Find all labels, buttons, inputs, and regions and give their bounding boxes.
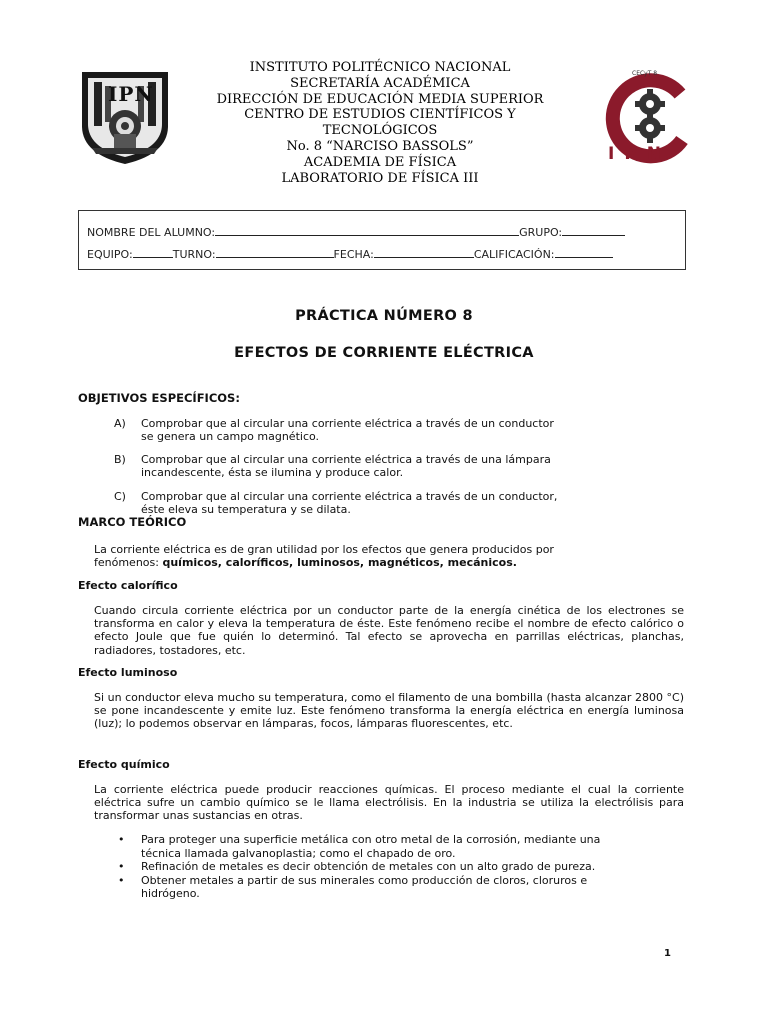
header-line: LABORATORIO DE FÍSICA III	[281, 170, 479, 186]
quimico-heading: Efecto químico	[78, 758, 170, 771]
calorifico-text: Cuando circula corriente eléctrica por un conductor parte de la energía cinética de los electrones se transforma en calor y eleva la temperatura de éste. Este fenómeno recibe el nombre de efecto calórico o efecto Joule que fue quién lo determinó. Tal efecto se aprovecha en parrillas eléctricas, planchas, radiadores, tostadores, etc.	[94, 604, 684, 657]
info-row-1	[87, 225, 677, 239]
quimico-text: La corriente eléctrica puede producir reacciones químicas. El proceso mediante el cual la corriente eléctrica sufre un cambio químico se le llama electrólisis. En la industria se utiliza la electrólisis para transformar unas sustancias en otras.	[94, 783, 684, 823]
institution-header	[160, 60, 600, 186]
equipo-label: EQUIPO:	[87, 248, 133, 261]
objective-text-line: se genera un campo magnético.	[141, 430, 320, 443]
header-line: No. 8 “NARCISO BASSOLS”	[286, 138, 474, 154]
fecha-field[interactable]	[374, 247, 474, 258]
bullet-text-line: hidrógeno.	[141, 887, 200, 900]
list-item	[118, 860, 678, 874]
fecha-label: FECHA:	[333, 248, 374, 261]
page-number: 1	[664, 948, 671, 959]
objective-item	[114, 490, 614, 516]
ipn-logo	[78, 68, 172, 166]
bullet-text-line: Refinación de metales es decir obtención de metales con un alto grado de pureza.	[141, 860, 596, 873]
practice-title: PRÁCTICA NÚMERO 8	[295, 308, 473, 324]
student-info-box	[78, 210, 686, 270]
objective-letter: B)	[114, 453, 126, 466]
luminoso-heading: Efecto luminoso	[78, 666, 178, 679]
bullet-icon: •	[118, 860, 125, 873]
marco-intro-line-2	[94, 556, 684, 569]
objective-text-line: Comprobar que al circular una corriente eléctrica a través de un conductor	[141, 417, 554, 430]
bullet-icon: •	[118, 873, 125, 887]
objective-item	[114, 417, 614, 443]
header-line: INSTITUTO POLITÉCNICO NACIONAL	[249, 60, 511, 75]
luminoso-text: Si un conductor eleva mucho su temperatura, como el filamento de una bombilla (hasta alcanzar 2800 °C) se pone incandescente y emite luz. Este fenómeno transforma la energía eléctrica en energía luminosa (luz); lo podemos observar en lámparas, focos, lámparas fluorescentes, etc.	[94, 691, 684, 731]
practice-subtitle: EFECTOS DE CORRIENTE ELÉCTRICA	[234, 345, 534, 361]
objective-text-line: Comprobar que al circular una corriente eléctrica a través de un conductor,	[141, 490, 558, 503]
ipn-logo-letters: IPN	[108, 82, 154, 106]
objective-letter: A)	[114, 417, 126, 430]
equipo-field[interactable]	[133, 247, 173, 258]
objective-text-line: incandescente, ésta se ilumina y produce calor.	[141, 466, 404, 479]
info-row-2	[87, 247, 677, 261]
nombre-field[interactable]	[215, 225, 519, 236]
objective-letter: C)	[114, 490, 126, 503]
objective-text-line: éste eleva su temperatura y se dilata.	[141, 503, 351, 516]
objective-text-line: Comprobar que al circular una corriente eléctrica a través de una lámpara	[141, 453, 551, 466]
grupo-label: GRUPO:	[519, 226, 563, 239]
bullet-text-line: técnica llamada galvanoplastia; como el chapado de oro.	[141, 846, 456, 860]
bullet-text-line: Obtener metales a partir de sus minerales como producción de cloros, cloruros e	[141, 873, 588, 887]
header-line: ACADEMIA DE FÍSICA	[303, 154, 457, 170]
cecyt-logo-ipn-letters: IPN	[608, 144, 672, 164]
header-line: DIRECCIÓN DE EDUCACIÓN MEDIA SUPERIOR	[216, 91, 544, 107]
marco-teorico-heading: MARCO TEÓRICO	[78, 515, 187, 529]
objectives-heading: OBJETIVOS ESPECÍFICOS:	[78, 391, 240, 405]
list-item	[118, 874, 678, 901]
calificacion-field[interactable]	[555, 247, 613, 258]
cecyt-logo-top-text: CECyT 8	[632, 70, 658, 77]
calificacion-label: CALIFICACIÓN:	[473, 248, 555, 261]
bullet-text-line: Para proteger una superficie metálica con otro metal de la corrosión, mediante una	[141, 833, 601, 846]
turno-label: TURNO:	[172, 248, 216, 261]
bullet-icon: •	[118, 833, 125, 846]
marco-intro-line: La corriente eléctrica es de gran utilidad por los efectos que genera producidos por	[94, 543, 554, 556]
header-line: CENTRO DE ESTUDIOS CIENTÍFICOS Y	[244, 107, 516, 123]
header-line: SECRETARÍA ACADÉMICA	[290, 75, 470, 91]
calorifico-heading: Efecto calorífico	[78, 579, 178, 592]
nombre-label: NOMBRE DEL ALUMNO:	[87, 226, 216, 239]
objective-item	[114, 453, 614, 479]
marco-effects-list: químicos, caloríficos, luminosos, magnéticos, mecánicos.	[162, 556, 517, 570]
cecyt-logo	[602, 70, 696, 164]
quimico-bullet-list	[118, 833, 678, 901]
header-line: TECNOLÓGICOS	[322, 123, 438, 139]
list-item	[118, 833, 678, 860]
grupo-field[interactable]	[562, 225, 625, 236]
marco-intro	[94, 543, 684, 569]
turno-field[interactable]	[216, 247, 334, 258]
marco-intro-prefix: fenómenos:	[94, 556, 159, 570]
